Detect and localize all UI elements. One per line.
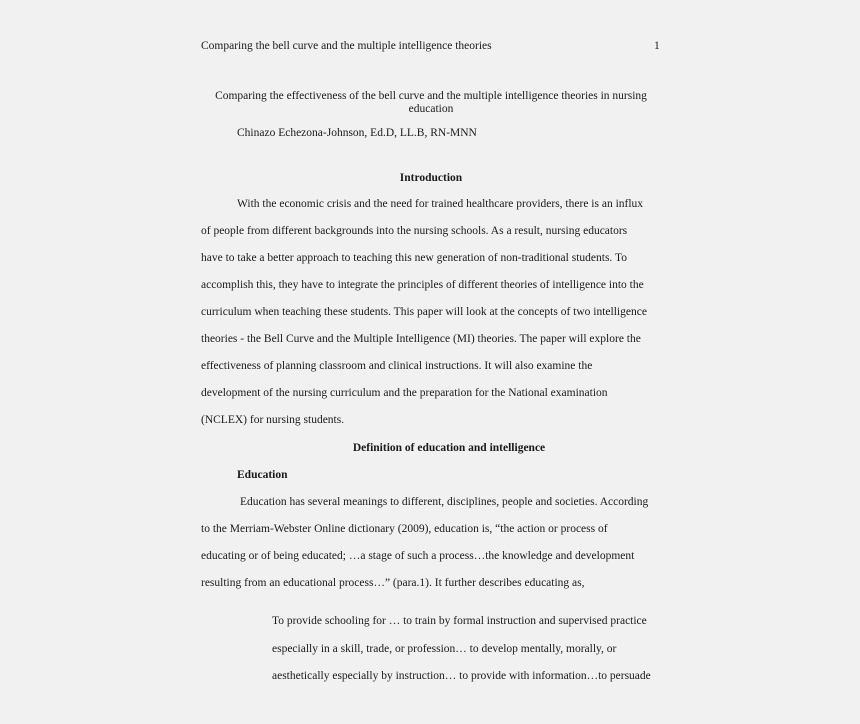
intro-line: curriculum when teaching these students. This paper will look at the concepts of two intelligence (201, 306, 647, 318)
block-quote-line: especially in a skill, trade, or profession… to develop mentally, morally, or (272, 643, 617, 655)
block-quote-line: aesthetically especially by instruction… to provide with information…to persuade (272, 670, 651, 682)
definition-line: to the Merriam-Webster Online dictionary (2009), education is, “the action or process of (201, 523, 608, 535)
intro-line: of people from different backgrounds into the nursing schools. As a result, nursing educators (201, 225, 628, 237)
running-head: Comparing the bell curve and the multiple intelligence theories (201, 40, 492, 52)
title-line-1: Comparing the effectiveness of the bell curve and the multiple intelligence theories in nursing (215, 90, 647, 102)
definition-line: Education has several meanings to different, disciplines, people and societies. According (240, 496, 649, 508)
intro-line: accomplish this, they have to integrate the principles of different theories of intelligence into the (201, 279, 644, 291)
education-subheading: Education (237, 469, 288, 481)
author-line: Chinazo Echezona-Johnson, Ed.D, LL.B, RN-MNN (237, 127, 477, 139)
intro-line: (NCLEX) for nursing students. (201, 414, 345, 426)
intro-line: With the economic crisis and the need for trained healthcare providers, there is an influx (237, 198, 644, 210)
page-number: 1 (654, 40, 660, 52)
intro-line: theories - the Bell Curve and the Multiple Intelligence (MI) theories. The paper will explore the (201, 333, 641, 345)
title-line-2: education (408, 103, 454, 115)
intro-heading: Introduction (399, 172, 463, 184)
definition-line: resulting from an educational process…” (para.1). It further describes educating as, (201, 577, 585, 589)
block-quote-line: To provide schooling for … to train by formal instruction and supervised practice (272, 615, 647, 627)
intro-line: have to take a better approach to teaching this new generation of non-traditional students. To (201, 252, 627, 264)
intro-line: development of the nursing curriculum and the preparation for the National examination (201, 387, 608, 399)
definition-heading: Definition of education and intelligence (352, 442, 546, 454)
definition-line: educating or of being educated; …a stage of such a process…the knowledge and development (201, 550, 635, 562)
intro-line: effectiveness of planning classroom and clinical instructions. It will also examine the (201, 360, 593, 372)
